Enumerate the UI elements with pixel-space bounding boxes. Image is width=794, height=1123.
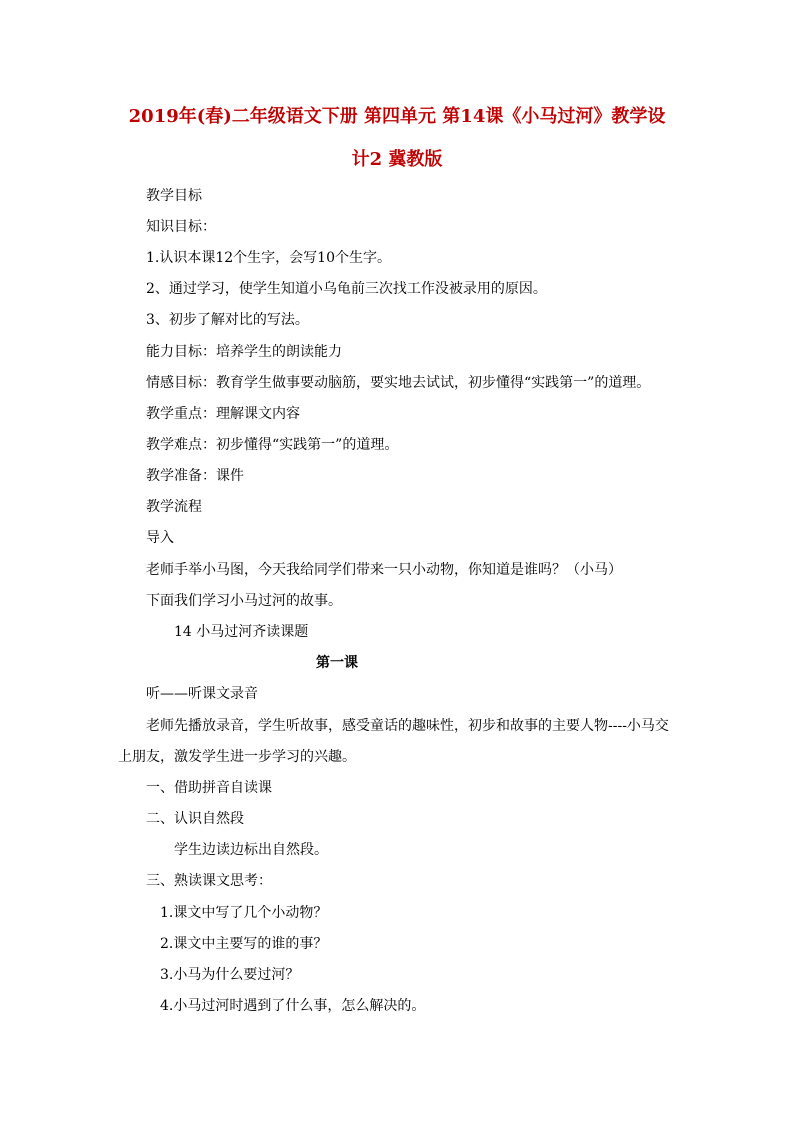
document-title-line-1: 2019年(春)二年级语文下册 第四单元 第14课《小马过河》教学设 — [128, 106, 666, 127]
recording-paragraph-line-2: 上朋友，激发学生进一步学习的兴趣。 — [118, 749, 356, 765]
teaching-difficulty: 教学难点：初步懂得“实践第一”的道理。 — [146, 437, 399, 453]
goal-item-2: 2、通过学习，使学生知道小乌龟前三次找工作没被录用的原因。 — [146, 281, 547, 297]
goal-item-1: 1.认识本课12个生字，会写10个生字。 — [146, 250, 391, 266]
listen-recording: 听——听课文录音 — [146, 686, 258, 702]
heading-teaching-process: 教学流程 — [146, 499, 202, 515]
step-two: 二、认识自然段 — [146, 811, 244, 827]
teaching-key-point: 教学重点：理解课文内容 — [146, 406, 300, 422]
heading-introduction: 导入 — [146, 530, 174, 546]
lesson-title-reading: 14 小马过河齐读课题 — [174, 624, 309, 640]
intro-paragraph: 老师手举小马图，今天我给同学们带来一只小动物，你知道是谁吗？（小马） — [146, 562, 622, 578]
heading-teaching-goals: 教学目标 — [146, 188, 202, 204]
question-1: 1.课文中写了几个小动物？ — [160, 905, 328, 921]
step-two-detail: 学生边读边标出自然段。 — [174, 842, 328, 858]
heading-knowledge-goals: 知识目标： — [146, 219, 216, 235]
goal-item-3: 3、初步了解对比的写法。 — [146, 312, 309, 328]
step-one: 一、借助拼音自读课 — [146, 780, 272, 796]
question-4: 4.小马过河时遇到了什么事，怎么解决的。 — [160, 998, 426, 1014]
intro-next: 下面我们学习小马过河的故事。 — [146, 593, 342, 609]
step-three: 三、熟读课文思考： — [146, 873, 272, 889]
ability-goal: 能力目标：培养学生的朗读能力 — [146, 344, 342, 360]
question-2: 2.课文中主要写的谁的事？ — [160, 936, 328, 952]
teaching-preparation: 教学准备：课件 — [146, 468, 244, 484]
question-3: 3.小马为什么要过河？ — [160, 967, 300, 983]
emotion-goal: 情感目标：教育学生做事要动脑筋，要实地去试试，初步懂得“实践第一”的道理。 — [146, 375, 651, 391]
document-title-line-2: 计2 冀教版 — [351, 149, 443, 170]
section-title-first-lesson: 第一课 — [316, 655, 358, 671]
recording-paragraph-line-1: 老师先播放录音，学生听故事，感受童话的趣味性，初步和故事的主要人物----小马交 — [146, 718, 669, 734]
